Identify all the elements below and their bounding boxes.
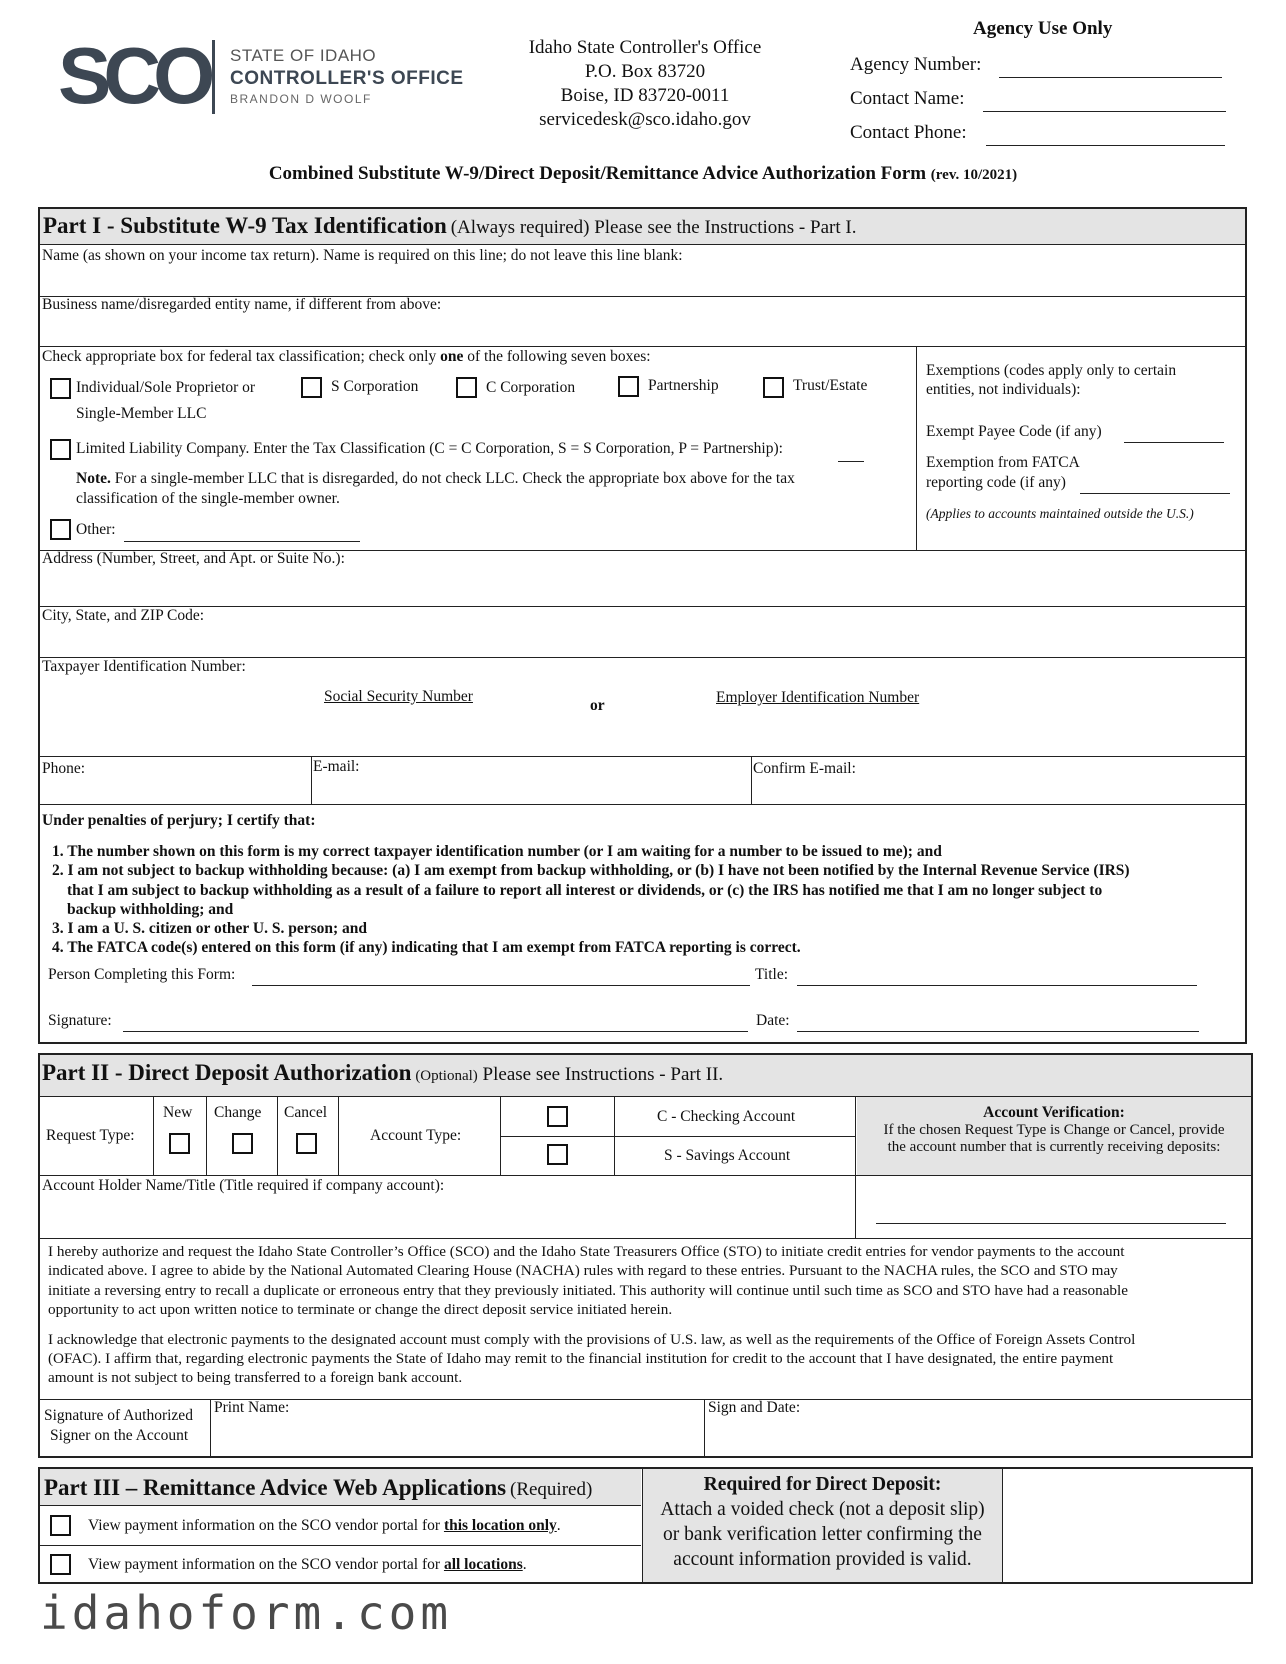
authorized-signer-label: [44, 1406, 193, 1446]
agency-title: Agency Use Only: [973, 18, 1113, 39]
sco-logo-mark: SCO: [58, 31, 208, 120]
classification-post: of the following seven boxes:: [463, 348, 651, 365]
address-line2: P.O. Box 83720: [584, 61, 706, 82]
print-name-label: Print Name:: [214, 1399, 290, 1416]
savings-checkbox[interactable]: [547, 1144, 568, 1165]
opt2-post: .: [522, 1556, 527, 1573]
logo-line2: CONTROLLER'S OFFICE: [230, 68, 464, 89]
partnership-label: Partnership: [648, 377, 719, 394]
part1-subtitle: (Always required) Please see the Instructions - Part I.: [450, 217, 857, 238]
verification-title: Account Verification:: [983, 1104, 1125, 1121]
savings-label: S - Savings Account: [664, 1147, 791, 1164]
logo-line1: STATE OF IDAHO: [230, 46, 377, 65]
perjury-heading: Under penalties of perjury; I certify that:: [42, 812, 316, 829]
date-field[interactable]: [797, 1031, 1199, 1032]
print-name-field[interactable]: [212, 1418, 702, 1454]
cancel-label: Cancel: [284, 1104, 328, 1121]
fatca-label-2: reporting code (if any): [926, 474, 1066, 491]
llc-note: [76, 470, 795, 488]
date-label: Date:: [756, 1012, 790, 1029]
part3-title-text: Part III – Remittance Advice Web Applications: [44, 1475, 507, 1500]
contact-name-field[interactable]: [983, 111, 1226, 112]
cert-2c: backup withholding; and: [67, 900, 234, 918]
agency-number-field[interactable]: [999, 77, 1222, 78]
contact-phone-label: Contact Phone:: [850, 122, 967, 143]
llc-checkbox[interactable]: [50, 439, 71, 460]
auth-p2-b: (OFAC). I affirm that, regarding electronic payments the State of Idaho may remit to the financial institution for credit to the account that I have designated, the entire payment: [48, 1350, 1114, 1368]
sign-and-date-field[interactable]: [706, 1418, 1249, 1454]
signer-line-1: Signature of Authorized: [44, 1407, 193, 1424]
auth-p1-c: initiate a reversing entry to recall a duplicate or erroneous entry that they previously initiated. This authority will continue until such time as SCO and STO have had a reasonable: [48, 1281, 1128, 1299]
this-location-label: [88, 1517, 561, 1535]
authorization-text: [48, 1242, 1248, 1388]
part3-required: (Required): [510, 1479, 593, 1500]
account-type-label: Account Type:: [370, 1127, 462, 1144]
part2-title: [42, 1060, 723, 1086]
dd-text-2: or bank verification letter confirming the: [663, 1524, 982, 1545]
divider: [206, 1097, 207, 1175]
confirm-email-label: Confirm E-mail:: [753, 760, 856, 777]
or-label: or: [590, 697, 605, 714]
account-holder-field[interactable]: [40, 1195, 854, 1237]
request-change-checkbox[interactable]: [232, 1133, 253, 1154]
title-field[interactable]: [797, 985, 1197, 986]
phone-label: Phone:: [42, 760, 86, 777]
fatca-code-field[interactable]: [1080, 493, 1230, 494]
checking-label: C - Checking Account: [657, 1108, 796, 1125]
trust-estate-label: Trust/Estate: [793, 377, 868, 394]
email-label: E-mail:: [313, 758, 360, 775]
divider: [277, 1097, 278, 1175]
request-type-label: Request Type:: [46, 1127, 135, 1144]
exempt-payee-field[interactable]: [1124, 442, 1224, 443]
dd-text-3: account information provided is valid.: [673, 1549, 972, 1570]
business-name-field[interactable]: [40, 314, 1245, 346]
dd-title: Required for Direct Deposit:: [703, 1474, 942, 1495]
opt1-pre: View payment information on the SCO vendor portal for: [88, 1517, 444, 1534]
cert-4: 4. The FATCA code(s) entered on this form (if any) indicating that I am exempt from FATCA reporting is correct.: [52, 939, 801, 957]
c-corp-checkbox[interactable]: [456, 377, 477, 398]
individual-checkbox[interactable]: [50, 378, 71, 399]
auth-p1-b: indicated above. I agree to abide by the National Automated Clearing House (NACHA) rules with regard to these entries. Pursuant to the NACHA rules, the SCO and STO may: [48, 1262, 1118, 1280]
email-divider: [751, 756, 752, 804]
all-locations-label: [88, 1556, 527, 1574]
divider: [40, 1238, 1251, 1239]
verification-text-1: If the chosen Request Type is Change or Cancel, provide: [883, 1122, 1225, 1138]
form-revision: (rev. 10/2021): [930, 167, 1018, 183]
opt2-pre: View payment information on the SCO vendor portal for: [88, 1556, 444, 1573]
llc-label: Limited Liability Company. Enter the Tax Classification (C = C Corporation, S = S Corporation, P = Partnership):: [76, 440, 783, 457]
llc-note-2: classification of the single-member owner.: [76, 490, 340, 507]
divider: [40, 1545, 641, 1546]
divider: [855, 1097, 856, 1239]
city-state-zip-field[interactable]: [40, 625, 1245, 657]
divider: [210, 1399, 211, 1456]
title-label: Title:: [755, 966, 789, 983]
checking-checkbox[interactable]: [547, 1106, 568, 1127]
divider: [40, 606, 1245, 607]
cert-2a: 2. I am not subject to backup withholding because: (a) I am exempt from backup withholding, or (b) I have not been notified by the Internal Revenue Service (IRS): [52, 862, 1130, 880]
partnership-checkbox[interactable]: [618, 376, 639, 397]
llc-classification-field[interactable]: [838, 461, 864, 462]
note-bold: Note.: [76, 470, 111, 487]
address-email: servicedesk@sco.idaho.gov: [539, 109, 751, 130]
office-address: [505, 36, 785, 132]
part1-title: [43, 213, 856, 239]
name-label: Name (as shown on your income tax return). Name is required on this line; do not leave this line blank:: [42, 247, 683, 264]
form-title-text: Combined Substitute W-9/Direct Deposit/Remittance Advice Authorization Form: [268, 163, 927, 184]
agency-use-only: [850, 18, 1240, 148]
request-new-checkbox[interactable]: [169, 1133, 190, 1154]
agency-number-label: Agency Number:: [850, 54, 982, 75]
address-label: Address (Number, Street, and Apt. or Suite No.):: [42, 550, 345, 567]
exemptions-label: Exemptions (codes apply only to certain: [926, 362, 1177, 379]
this-location-checkbox[interactable]: [50, 1515, 71, 1536]
new-label: New: [163, 1104, 193, 1121]
signature-field[interactable]: [123, 1031, 748, 1032]
dd-text-1: Attach a voided check (not a deposit slip): [660, 1499, 985, 1520]
name-field[interactable]: [40, 264, 1245, 296]
sign-and-date-label: Sign and Date:: [708, 1399, 801, 1416]
exempt-payee-label: Exempt Payee Code (if any): [926, 423, 1102, 440]
all-locations: all locations: [443, 1556, 523, 1573]
signer-line-2: Signer on the Account: [50, 1427, 189, 1444]
address-line3: Boise, ID 83720-0011: [560, 85, 730, 106]
address-field[interactable]: [40, 568, 1245, 606]
part2-optional: (Optional): [415, 1068, 478, 1084]
auth-p2-c: amount is not subject to being transferred to a foreign bank account.: [48, 1369, 463, 1387]
other-checkbox[interactable]: [50, 519, 71, 540]
divider: [40, 804, 1245, 805]
account-holder-label: Account Holder Name/Title (Title required if company account):: [42, 1177, 445, 1194]
direct-deposit-requirement: [642, 1469, 1003, 1582]
s-corp-checkbox[interactable]: [301, 377, 322, 398]
sco-logo: [58, 31, 478, 120]
cert-2b: that I am subject to backup withholding as a result of a failure to report all interest or dividends, or (c) the IRS has notified me that I am no longer subject to: [67, 881, 1103, 899]
watermark: idahoform.com: [40, 1586, 453, 1640]
fatca-label: Exemption from FATCA: [926, 454, 1080, 471]
phone-divider: [311, 756, 312, 804]
person-completing-field[interactable]: [252, 985, 750, 986]
note-text: For a single-member LLC that is disregarded, do not check LLC. Check the appropriate box above for the tax: [110, 470, 795, 487]
classification-label: [42, 348, 651, 366]
form-title: [0, 163, 1286, 185]
person-completing-label: Person Completing this Form:: [48, 966, 236, 983]
signature-label: Signature:: [48, 1012, 112, 1029]
classification-pre: Check appropriate box for federal tax classification; check only: [42, 348, 441, 365]
individual-label-2: Single-Member LLC: [76, 405, 207, 422]
account-verification-panel: [857, 1097, 1251, 1175]
c-corp-label: C Corporation: [486, 379, 576, 396]
divider: [153, 1097, 154, 1175]
part2-title-text: Part II - Direct Deposit Authorization: [42, 1060, 412, 1085]
request-cancel-checkbox[interactable]: [296, 1133, 317, 1154]
part2-subtitle: Please see Instructions - Part II.: [477, 1064, 724, 1085]
current-account-number-field[interactable]: [876, 1223, 1226, 1224]
divider: [704, 1399, 705, 1456]
ssn-label[interactable]: Social Security Number: [324, 688, 473, 705]
tin-label: Taxpayer Identification Number:: [42, 658, 246, 675]
part1-title-text: Part I - Substitute W-9 Tax Identification: [43, 213, 447, 238]
certifications: [52, 842, 1242, 958]
all-locations-checkbox[interactable]: [50, 1554, 71, 1575]
auth-p2-a: I acknowledge that electronic payments to the designated account must comply with the provisions of U.S. law, as well as the requirements of the Office of Foreign Assets Control: [48, 1330, 1136, 1348]
auth-p1-d: opportunity to act upon written notice to terminate or change the direct deposit service initiated herein.: [48, 1301, 673, 1319]
business-name-label: Business name/disregarded entity name, if different from above:: [42, 296, 442, 313]
divider: [40, 346, 1245, 347]
contact-name-label: Contact Name:: [850, 88, 965, 109]
divider: [500, 1136, 855, 1137]
s-corp-label: S Corporation: [331, 378, 419, 395]
divider: [40, 1175, 1251, 1176]
other-label: Other:: [76, 521, 116, 538]
other-field[interactable]: [124, 541, 360, 542]
ein-label[interactable]: Employer Identification Number: [716, 689, 920, 706]
cert-3: 3. I am a U. S. citizen or other U. S. person; and: [52, 920, 368, 938]
logo-divider: [212, 40, 215, 114]
verification-text-2: the account number that is currently receiving deposits:: [887, 1139, 1221, 1155]
opt1-post: .: [556, 1517, 561, 1534]
contact-phone-field[interactable]: [986, 145, 1225, 146]
exemptions-label-2: entities, not individuals):: [926, 381, 1081, 398]
address-line1: Idaho State Controller's Office: [528, 37, 762, 58]
divider: [338, 1097, 339, 1175]
fatca-note: (Applies to accounts maintained outside the U.S.): [926, 506, 1194, 521]
city-state-zip-label: City, State, and ZIP Code:: [42, 607, 205, 624]
classification-bold: one: [440, 348, 464, 365]
logo-line3: BRANDON D WOOLF: [230, 92, 372, 106]
change-label: Change: [214, 1104, 262, 1121]
auth-p1-a: I hereby authorize and request the Idaho State Controller’s Office (SCO) and the Idaho State Treasurers Office (STO) to initiate credit entries for vendor payments to the account: [48, 1243, 1125, 1260]
trust-estate-checkbox[interactable]: [763, 377, 784, 398]
exemptions-divider: [916, 346, 917, 550]
divider: [40, 756, 1245, 757]
individual-label: Individual/Sole Proprietor or: [76, 379, 256, 396]
part3-title: [44, 1475, 592, 1501]
cert-1: 1. The number shown on this form is my correct taxpayer identification number (or I am waiting for a number to be issued to me); and: [52, 843, 942, 860]
this-location-only: this location only: [443, 1517, 557, 1534]
